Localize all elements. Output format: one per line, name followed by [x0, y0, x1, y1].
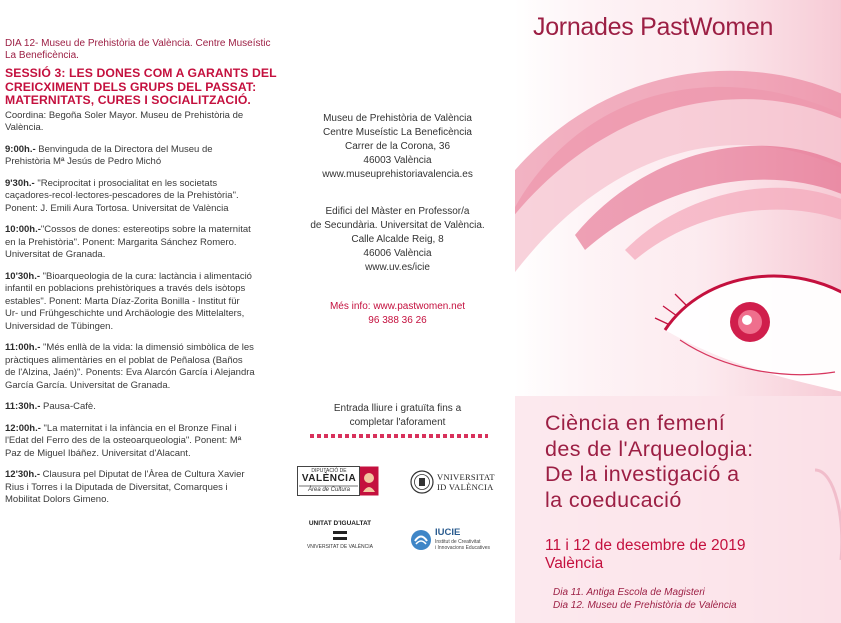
contact-column [280, 0, 515, 623]
iucie-symbol-icon [410, 529, 432, 551]
cover-column [515, 0, 841, 623]
program-item: 9'30h.- "Reciprocitat i prosocialitat en les societats caçadores-recol·lectores-pescadores de la Prehistòria". Ponent: J. Emili Aura Tortosa. Universitat de València [5, 177, 239, 214]
iucie-logo: IUCIE Institut de Creativitat i Innovacions Educatives [410, 527, 505, 553]
uv-seal-icon [410, 469, 434, 495]
university-website-link[interactable]: www.uv.es/icie [365, 262, 430, 273]
coordinator: Coordina: Begoña Soler Mayor. Museu de Prehistòria de València. [5, 109, 244, 133]
program-item: 9:00h.- Benvinguda de la Directora del Museu de Prehistòria Mª Jesús de Pedro Michó [5, 143, 213, 167]
equals-icon [333, 531, 347, 534]
main-title: Ciència en femení des de l'Arqueologia: De la investigació a la coeducació [545, 411, 754, 512]
museum-address: Museu de Prehistòria de València Centre Museístic La Beneficència Carrer de la Corona, 36 46003 València www.museuprehistoriavalencia.es [280, 112, 515, 182]
event-city: València [545, 555, 604, 572]
museum-website-link[interactable]: www.museuprehistoriavalencia.es [322, 169, 473, 180]
decorative-stripe [310, 434, 488, 438]
program-item: 11:00h.- "Més enllà de la vida: la dimensió simbòlica de les pràctiques alimentàries en el poblat de Peñalosa (Baños de l'Alzina, Jaén)". Ponents: Eva Alarcón García i Alejandra García García. Universitat de Granada. [5, 342, 255, 391]
event-days: Dia 11. Antiga Escola de Magisteri Dia 12. Museu de Prehistòria de València [553, 587, 737, 611]
program-item: 10'30h.- "Bioarqueologia de la cura: lactància i alimentació infantil en poblacions prehistòriques a través dels isòtops estables". Ponent: Marta Díaz-Zorita Bonilla - Institut für Ur- und Frühgeschichte und Archäologie des Mittelalters, Universidad de Tübingen. [5, 270, 252, 332]
igualtat-logo: UNITAT D'IGUALTAT VNIVERSITAT DE VALÈNCIA [306, 520, 374, 550]
program-item: 10:00h.-"Cossos de dones: estereotips sobre la maternitat en la Prehistòria". Ponent: Margarita Sánchez Romero. Universitat de Granada. [5, 224, 251, 260]
program-item: 12:00h.- "La maternitat i la infància en el Bronze Final i l'Edat del Ferro des de la osteoarqueologia". Ponent: Mª Paz de Miguel Ibáñez. Universitat d'Alacant. [5, 422, 242, 459]
program-item: 11:30h.- Pausa-Cafè. [5, 401, 96, 412]
series-title: Jornades PastWomen [533, 13, 774, 41]
pastwomen-link[interactable]: Més info: www.pastwomen.net [329, 301, 466, 312]
event-dates: 11 i 12 de desembre de 2019 València [545, 537, 746, 572]
university-address: Edifici del Màster en Professor/a de Secundària. Universitat de València. Calle Alcalde Reig, 8 46006 València www.uv.es/icie [280, 205, 515, 275]
entry-note: Entrada lliure i gratuïta fins a completar l'aforament [333, 403, 462, 428]
uv-logo: VNIVERSITAT ID VALÈNCIA [410, 468, 500, 496]
diputacio-logo: DIPUTACIÓ DE VALÈNCIA Àrea de Cultura [297, 466, 379, 496]
session-title: SESSIÓ 3: LES DONES COM A GARANTS DEL CREICXIMENT DELS GRUPS DEL PASSAT: MATERNITATS, CURES I SOCIALITZACIÓ. [5, 66, 277, 107]
program-column [0, 0, 280, 623]
program-item: 12'30h.- Clausura pel Diputat de l'Àrea de Cultura Xavier Rius i Torres i la Diputada de Diversitat, Comarques i Mobilitat Dolors Gimeno. [5, 469, 245, 505]
more-info [280, 300, 515, 328]
phone-number: 96 388 36 26 [368, 315, 427, 326]
venue-line: DIA 12- Museu de Prehistòria de València. Centre Museístic La Beneficència. [5, 38, 271, 61]
